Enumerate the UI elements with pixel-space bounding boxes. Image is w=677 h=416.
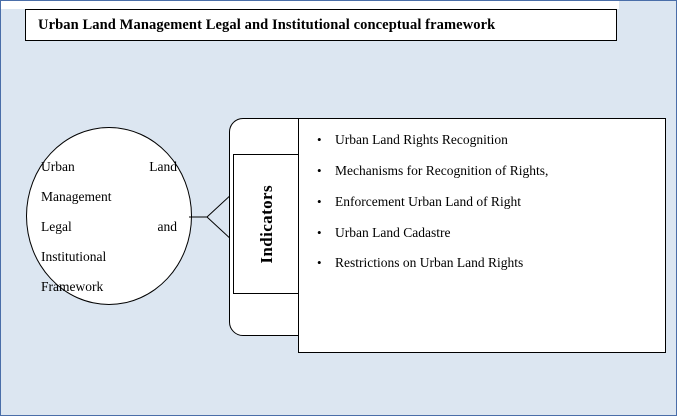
connector-lines [189,191,233,243]
list-item [317,195,655,210]
indicators-label: Indicators [257,184,276,264]
diagram-title-box [25,9,617,41]
bullet-icon: • [317,132,322,147]
indicator-label: Enforcement Urban Land of Right [335,193,521,209]
concept-node-line-2: Management [41,189,112,204]
indicator-label: Urban Land Cadastre [335,224,451,240]
bullet-icon: • [317,255,322,271]
list-item [317,164,655,179]
concept-node-line-5: Framework [41,279,104,294]
bullet-icon: • [317,224,322,240]
indicator-label: Mechanisms for Recognition of Rights, [335,162,549,178]
concept-node-line-1: Urban Land [41,159,177,174]
list-item [317,133,655,148]
list-item [317,256,655,271]
top-white-band [1,1,619,9]
indicator-label: Urban Land Rights Recognition [335,132,508,147]
concept-node-line-3: Legal and [41,219,177,234]
indicator-label: Restrictions on Urban Land Rights [335,255,524,271]
indicators-label-box [233,154,301,294]
bullet-icon: • [317,193,322,209]
list-item [317,226,655,241]
concept-node-line-4: Institutional [41,249,107,264]
indicators-list-box [298,118,666,353]
bullet-icon: • [317,162,322,178]
page-title: Urban Land Management Legal and Institutional conceptual framework [38,16,496,33]
concept-node-ellipse [26,127,192,305]
